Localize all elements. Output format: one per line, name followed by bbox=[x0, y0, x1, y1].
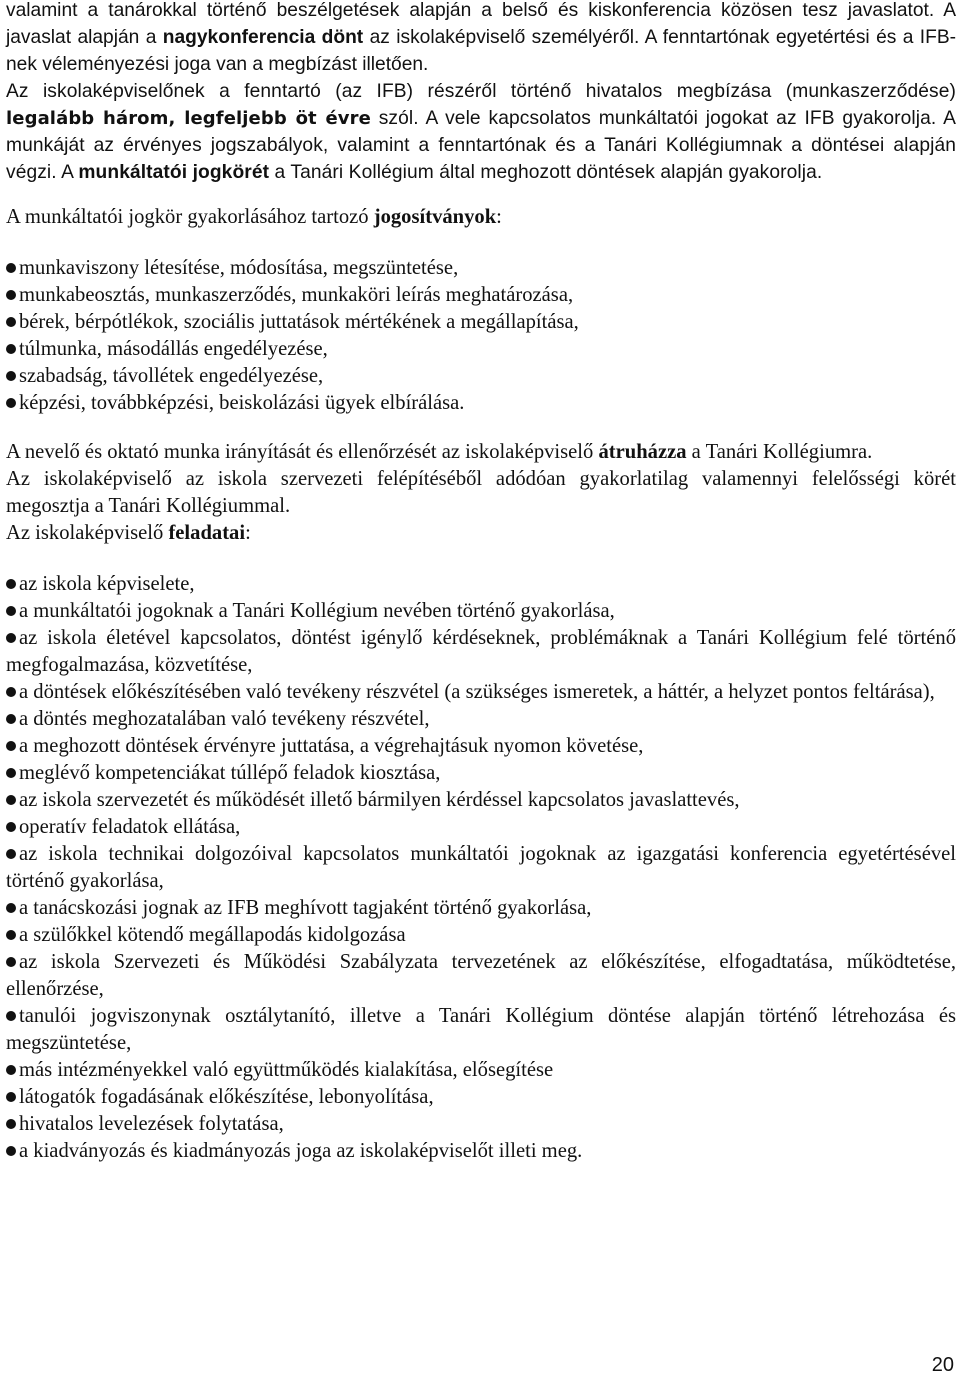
list-item bbox=[6, 760, 956, 787]
bullet-icon bbox=[6, 606, 16, 616]
bullet-icon bbox=[6, 714, 16, 724]
list-item-text: hivatalos levelezések folytatása, bbox=[19, 1113, 284, 1135]
bullet-icon bbox=[6, 1065, 16, 1075]
list-item bbox=[6, 895, 956, 922]
text-run-bold: nagykonferencia dönt bbox=[162, 27, 364, 48]
rights-list bbox=[6, 255, 956, 417]
text-run: A munkáltatói jogkör gyakorlásához tartozó bbox=[6, 206, 374, 228]
rights-intro bbox=[6, 204, 956, 231]
bullet-icon bbox=[6, 1119, 16, 1129]
list-item bbox=[6, 571, 956, 598]
bullet-icon bbox=[6, 822, 16, 832]
text-run: a Tanári Kollégium által meghozott döntések alapján gyakorolja. bbox=[269, 162, 823, 183]
list-item-text: munkaviszony létesítése, módosítása, megszüntetése, bbox=[19, 257, 459, 279]
text-run: Az iskolaképviselőnek a fenntartó (az IFB) részéről történő hivatalos megbízása (munkaszerződése) bbox=[6, 81, 956, 102]
bullet-icon bbox=[6, 579, 16, 589]
list-item-text: a döntés meghozatalában való tevékeny részvétel, bbox=[19, 708, 430, 730]
text-run: az iskolaképviselő személyéről. A fenntartónak egyetértési és a IFB-nek véleményezési joga van a megbízást illetően. bbox=[6, 27, 957, 75]
bullet-icon bbox=[6, 1011, 16, 1021]
list-item-text: a tanácskozási jognak az IFB meghívott tagjaként történő gyakorlása, bbox=[19, 897, 592, 919]
list-item bbox=[6, 733, 956, 760]
list-item bbox=[6, 309, 956, 336]
list-item bbox=[6, 598, 956, 625]
text-run: A nevelő és oktató munka irányítását és ellenőrzését az iskolaképviselő bbox=[6, 441, 599, 463]
text-run: Az iskolaképviselő bbox=[6, 522, 169, 544]
list-item bbox=[6, 1057, 956, 1084]
text-run: szól. bbox=[370, 108, 426, 129]
list-item bbox=[6, 625, 956, 679]
bullet-icon bbox=[6, 741, 16, 751]
list-item-text: túlmunka, másodállás engedélyezése, bbox=[19, 338, 328, 360]
bullet-icon bbox=[6, 317, 16, 327]
list-item-text: a meghozott döntések érvényre juttatása, a végrehajtásuk nyomon követése, bbox=[19, 735, 644, 757]
text-run: A vele kapcsolatos munkáltatói jogokat az IFB gyakorolja. bbox=[425, 108, 937, 129]
bullet-icon bbox=[6, 957, 16, 967]
list-item bbox=[6, 1138, 956, 1165]
text-run-bold: jogosítványok bbox=[373, 206, 497, 228]
delegation-paragraph bbox=[6, 439, 956, 466]
list-item bbox=[6, 841, 956, 895]
intro-paragraph bbox=[6, 0, 956, 78]
text-run-bold: legalább három, legfeljebb öt évre bbox=[6, 108, 371, 129]
tasks-list bbox=[6, 571, 956, 1165]
text-run: valamint a tanárokkal történő beszélgetések alapján a belső és kiskonferencia közösen tesz javaslatot. A javaslat alapján a bbox=[6, 0, 956, 48]
bullet-icon bbox=[6, 344, 16, 354]
list-item-text: bérek, bérpótlékok, szociális juttatások mértékének a megállapítása, bbox=[19, 311, 579, 333]
text-run: a Tanári Kollégiumra. bbox=[686, 441, 873, 463]
text-run-bold: munkáltatói jogkörét bbox=[78, 162, 270, 183]
bullet-icon bbox=[6, 290, 16, 300]
list-item-text: az iskola képviselete, bbox=[19, 573, 195, 595]
text-run-bold: átruházza bbox=[598, 441, 687, 463]
list-item bbox=[6, 390, 956, 417]
bullet-icon bbox=[6, 371, 16, 381]
list-item bbox=[6, 282, 956, 309]
text-run: A munkáját az érvényes jogszabályok, valamint a fenntartónak és a Tanári Kollégiumnak a döntései alapján végzi. bbox=[6, 108, 956, 183]
list-item bbox=[6, 1084, 956, 1111]
bullet-icon bbox=[6, 849, 16, 859]
list-item-text: a munkáltatói jogoknak a Tanári Kollégium nevében történő gyakorlása, bbox=[19, 600, 615, 622]
list-item bbox=[6, 706, 956, 733]
list-item bbox=[6, 922, 956, 949]
responsibility-paragraph: Az iskolaképviselő az iskola szervezeti felépítéséből adódóan gyakorlatilag valamennyi felelősségi körét megosztja a Tanári Kollégiummal. bbox=[6, 468, 956, 517]
list-item bbox=[6, 255, 956, 282]
list-item-text: az iskola Szervezeti és Működési Szabályzata tervezetének az előkészítése, elfogadtatása, működtetése, ellenőrzése, bbox=[6, 951, 956, 1000]
list-item-text: képzési, továbbképzési, beiskolázási ügyek elbírálása. bbox=[19, 392, 465, 414]
list-item bbox=[6, 1003, 956, 1057]
text-run: : bbox=[245, 522, 251, 544]
bullet-icon bbox=[6, 1146, 16, 1156]
list-item-text: a szülőkkel kötendő megállapodás kidolgozása bbox=[19, 924, 406, 946]
document-page bbox=[6, 0, 956, 1165]
list-item-text: tanulói jogviszonynak osztálytanító, illetve a Tanári Kollégium döntése alapján történő létrehozása és megszüntetése, bbox=[6, 1005, 956, 1054]
page-number: 20 bbox=[931, 1354, 954, 1376]
mandate-paragraph bbox=[6, 78, 956, 186]
list-item-text: az iskola technikai dolgozóival kapcsolatos munkáltatói jogoknak az igazgatási konferencia egyetértésével történő gyakorlása, bbox=[6, 843, 956, 892]
list-item-text: a döntések előkészítésében való tevékeny részvétel (a szükséges ismeretek, a háttér, a helyzet pontos feltárása), bbox=[19, 681, 935, 703]
list-item-text: az iskola szervezetét és működését illető bármilyen kérdéssel kapcsolatos javaslattevés, bbox=[19, 789, 740, 811]
bullet-icon bbox=[6, 1092, 16, 1102]
bullet-icon bbox=[6, 687, 16, 697]
list-item bbox=[6, 363, 956, 390]
bullet-icon bbox=[6, 398, 16, 408]
bullet-icon bbox=[6, 768, 16, 778]
list-item bbox=[6, 679, 956, 706]
bullet-icon bbox=[6, 795, 16, 805]
list-item-text: munkabeosztás, munkaszerződés, munkaköri leírás meghatározása, bbox=[19, 284, 574, 306]
text-run: A bbox=[56, 162, 79, 183]
list-item-text: az iskola életével kapcsolatos, döntést igénylő kérdéseknek, problémáknak a Tanári Kollégium felé történő megfogalmazása, közvetítése, bbox=[6, 627, 956, 676]
list-item bbox=[6, 1111, 956, 1138]
list-item-text: látogatók fogadásának előkészítése, lebonyolítása, bbox=[19, 1086, 434, 1108]
list-item bbox=[6, 787, 956, 814]
text-run: : bbox=[496, 206, 502, 228]
tasks-intro bbox=[6, 520, 956, 547]
list-item-text: más intézményekkel való együttműködés kialakítása, elősegítése bbox=[19, 1059, 554, 1081]
text-run-bold: feladatai bbox=[168, 522, 246, 544]
list-item bbox=[6, 814, 956, 841]
bullet-icon bbox=[6, 263, 16, 273]
bullet-icon bbox=[6, 903, 16, 913]
bullet-icon bbox=[6, 930, 16, 940]
list-item-text: a kiadványozás és kiadmányozás joga az iskolaképviselőt illeti meg. bbox=[19, 1140, 583, 1162]
list-item-text: operatív feladatok ellátása, bbox=[19, 816, 241, 838]
list-item-text: szabadság, távollétek engedélyezése, bbox=[19, 365, 324, 387]
bullet-icon bbox=[6, 633, 16, 643]
list-item-text: meglévő kompetenciákat túllépő feladok kiosztása, bbox=[19, 762, 441, 784]
list-item bbox=[6, 949, 956, 1003]
list-item bbox=[6, 336, 956, 363]
